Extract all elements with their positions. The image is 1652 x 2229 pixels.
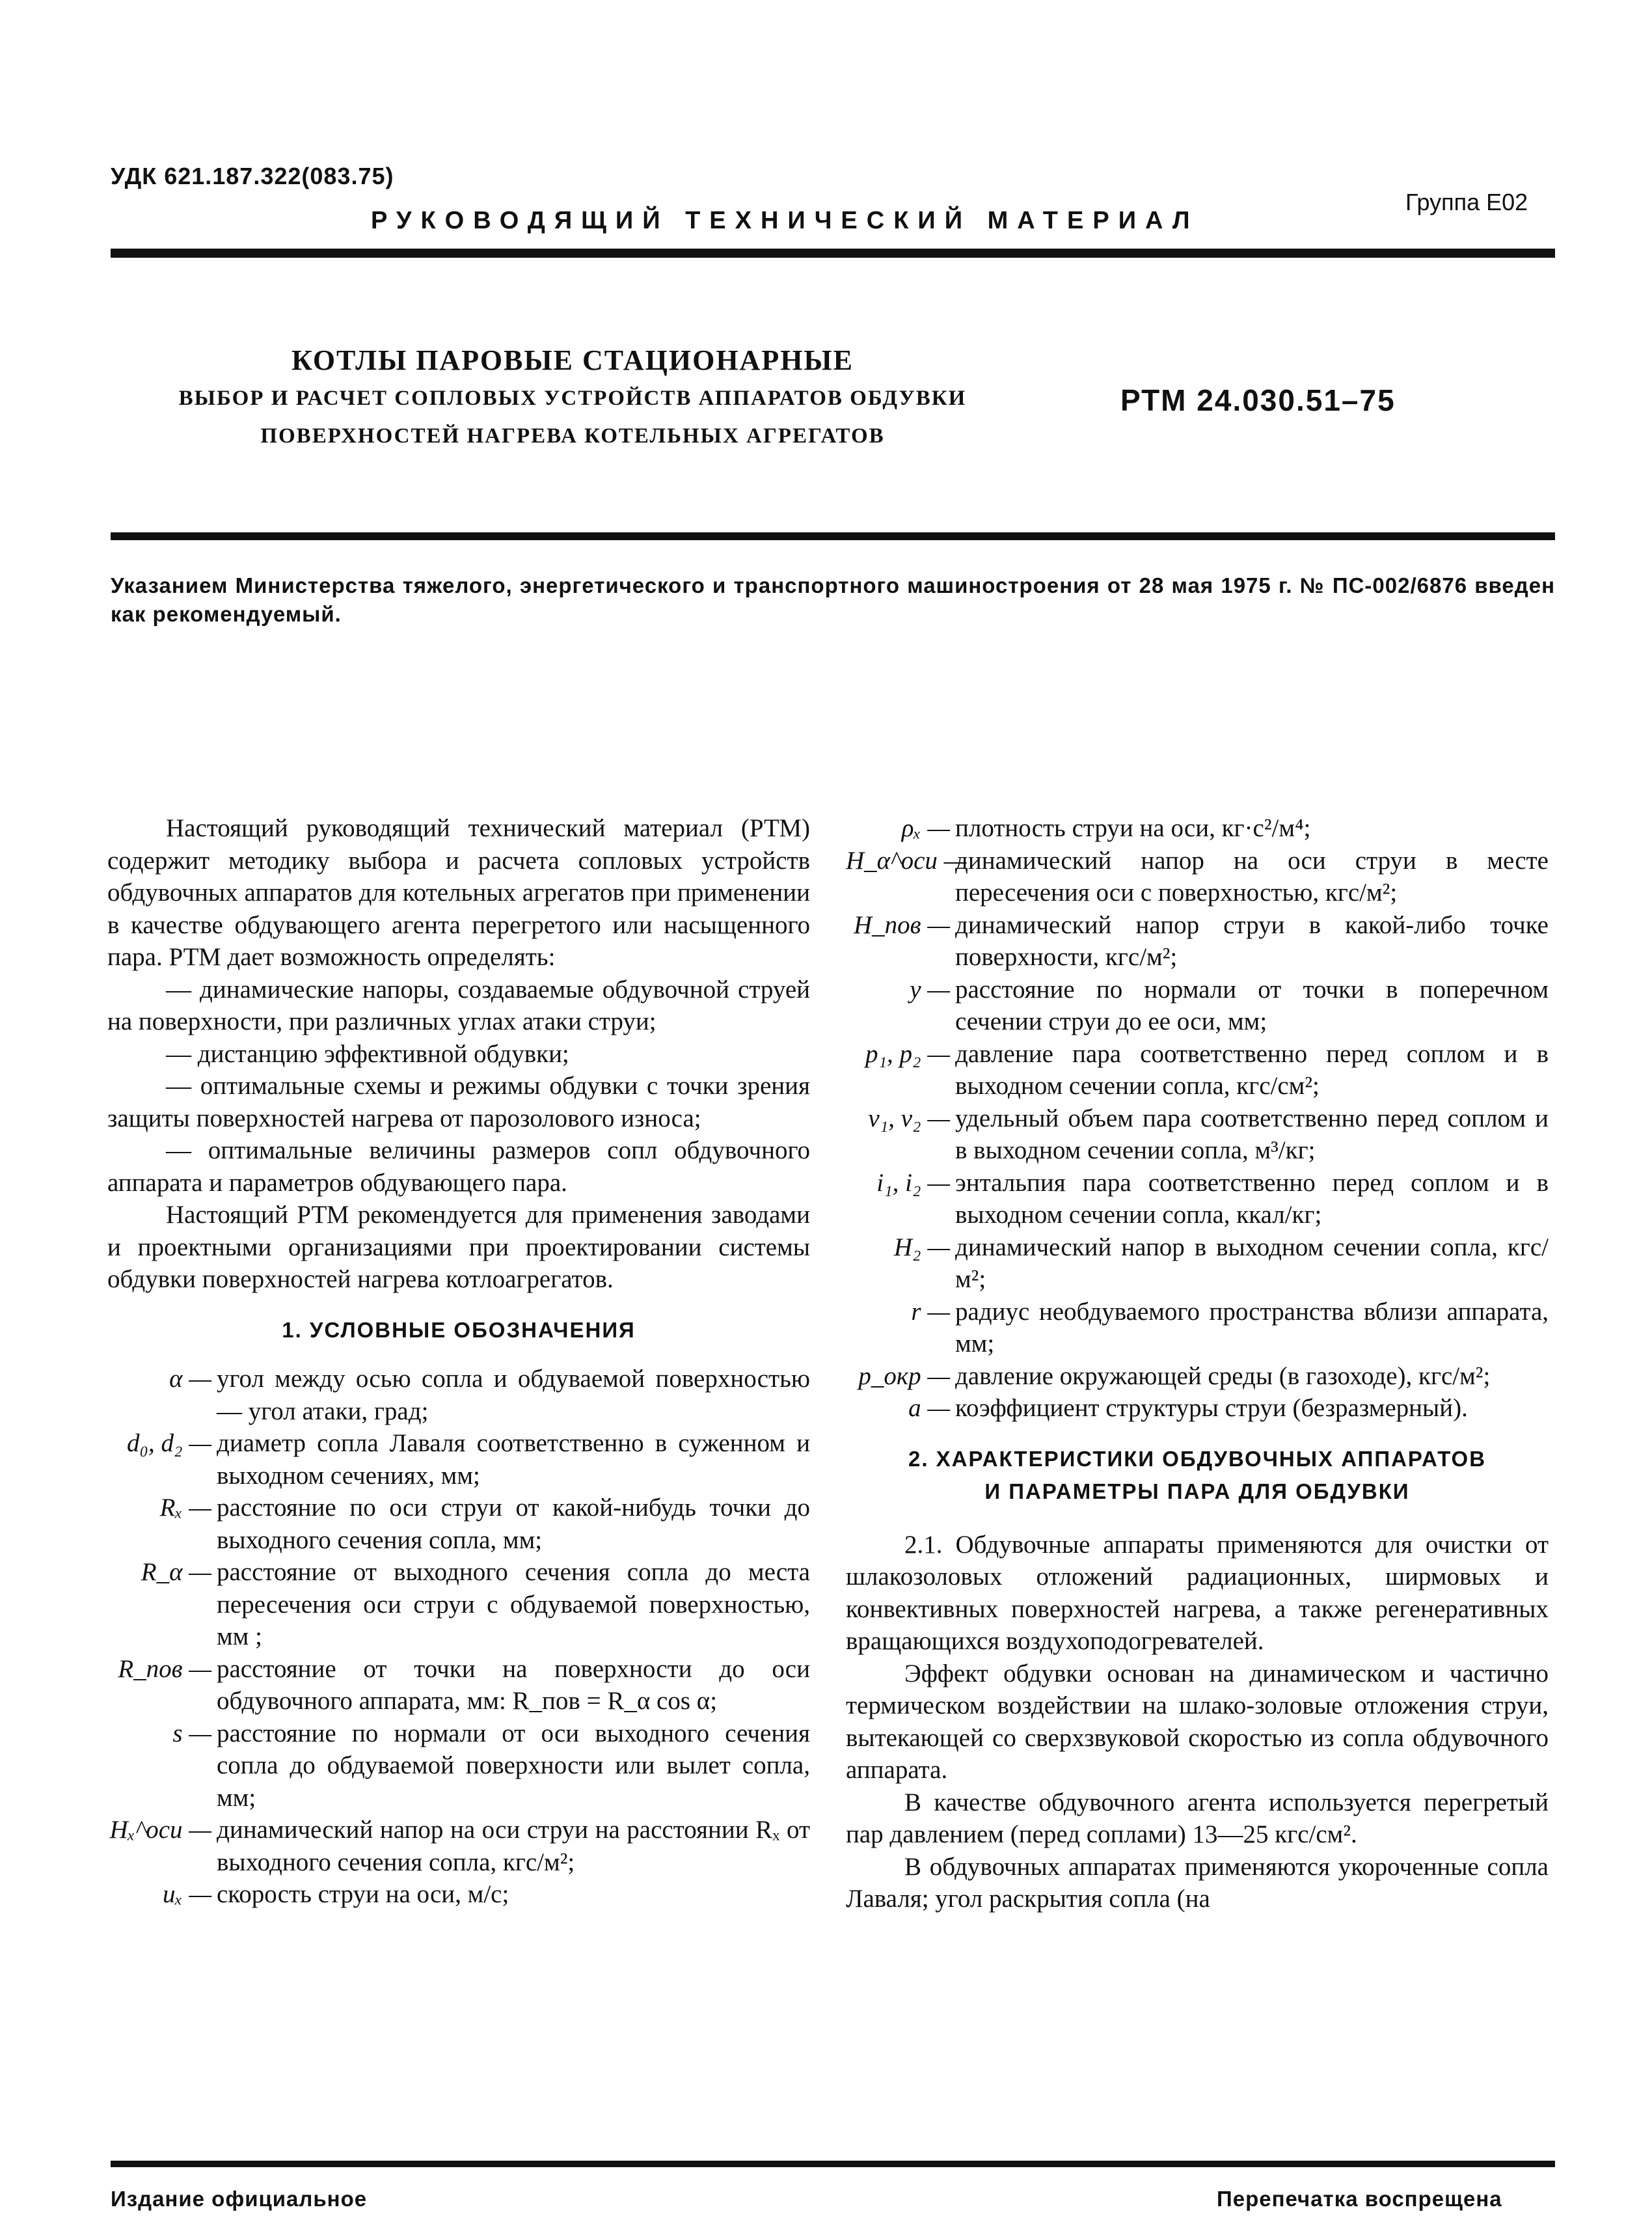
definition-text: скорость струи на оси, м/с; [217, 1880, 509, 1908]
title-line-1: КОТЛЫ ПАРОВЫЕ СТАЦИОНАРНЫЕ [291, 344, 854, 376]
definition-symbol: uₓ — [162, 1880, 211, 1908]
definition-text: радиус необдуваемого пространства вблизи аппарата, мм; [955, 1297, 1549, 1358]
definition-symbol: R_α — [141, 1558, 211, 1586]
title-line-2: ВЫБОР И РАСЧЕТ СОПЛОВЫХ УСТРОЙСТВ АППАРАТОВ ОБДУВКИ [178, 387, 967, 410]
definition-symbol: v₁, v₂ — [868, 1104, 950, 1132]
definition-symbol: y — [910, 975, 950, 1004]
definition-text: коэффициент структуры струи (безразмерный). [955, 1394, 1468, 1422]
definition-symbol: a — [908, 1394, 950, 1422]
definition-text: расстояние по оси струи от какой-нибудь точки до выходного сечения сопла, мм; [217, 1494, 810, 1554]
definition-text: диаметр сопла Лаваля соответственно в суженном и выходном сечениях, мм; [217, 1429, 810, 1490]
definition-text: угол между осью сопла и обдуваемой поверхностью — угол атаки, град; [217, 1365, 810, 1425]
definition-symbol: p₁, p₂ — [865, 1039, 950, 1068]
definition-text: давление окружающей среды (в газоходе), кгс/м²; [955, 1361, 1491, 1390]
udk-code: УДК 621.187.322(083.75) [111, 163, 394, 189]
group-code: Группа Е02 [1405, 189, 1528, 215]
definition-text: удельный объем пара соответственно перед соплом и в выходном сечении сопла, м³/кг; [955, 1104, 1549, 1164]
intro-bullet: — динамические напоры, создаваемые обдувочной струей на поверхности, при различных углах атаки струи; [107, 975, 810, 1035]
decree-note: Указанием Министерства тяжелого, энергетического и транспортного машиностроения от 28 мая 1975 г. № ПС-002/6876 введен как рекомендуемый. [111, 573, 1555, 626]
definitions-list [107, 1363, 810, 1911]
title-line-3: ПОВЕРХНОСТЕЙ НАГРЕВА КОТЕЛЬНЫХ АГРЕГАТОВ [260, 424, 885, 448]
definition-text: расстояние по нормали от оси выходного сечения сопла до обдуваемой поверхности или вылет сопла, мм; [217, 1719, 810, 1812]
definition-symbol: ρₓ — [901, 814, 950, 842]
definition-symbol: H_пов — [853, 910, 950, 939]
definition-text: динамический напор на оси струи в месте пересечения оси с поверхностью, кгс/м²; [955, 846, 1549, 907]
intro-bullet: — оптимальные величины размеров сопл обдувочного аппарата и параметров обдувающего пара. [107, 1136, 810, 1197]
definition-symbol: H₂ — [893, 1233, 950, 1261]
definition-symbol: α — [169, 1365, 211, 1393]
left-column [107, 812, 810, 1911]
definition-text: давление пара соответственно перед соплом и в выходном сечении сопла, кгс/см²; [955, 1039, 1549, 1100]
definition-text: динамический напор в выходном сечении сопла, кгс/м²; [955, 1233, 1549, 1293]
title-rule [111, 532, 1555, 540]
definition-text: плотность струи на оси, кг·с²/м⁴; [955, 814, 1311, 842]
section-2-heading-line-1: 2. ХАРАКТЕРИСТИКИ ОБДУВОЧНЫХ АППАРАТОВ [908, 1446, 1487, 1471]
definition-symbol: p_окр — [858, 1361, 950, 1390]
right-column [846, 812, 1549, 1915]
header-rule [111, 249, 1555, 258]
intro-bullet: — дистанцию эффективной обдувки; [166, 1039, 569, 1068]
definition-symbol: i₁, i₂ — [876, 1168, 950, 1197]
definition-text: расстояние по нормали от точки в поперечном сечении струи до ее оси, мм; [955, 975, 1549, 1035]
section-2-heading [846, 1443, 1549, 1508]
definition-text: динамический напор струи в какой-либо точке поверхности, кгс/м²; [955, 910, 1549, 971]
definition-symbol: H_α^оси — [846, 846, 967, 875]
footer-rule [111, 2161, 1555, 2167]
definition-symbol: Rₓ — [159, 1494, 211, 1522]
definition-symbol: R_пов — [118, 1654, 211, 1683]
footer-reprint-notice: Перепечатка воспрещена [1217, 2187, 1502, 2211]
definition-symbol: Hₓ^оси — [109, 1816, 211, 1844]
body-paragraph: 2.1. Обдувочные аппараты применяются для очистки от шлакозоловых отложений радиационных, ширмовых и конвективных поверхностей нагрева, а также регенеративных вращающихся воздухоподогревателей. [846, 1530, 1549, 1655]
intro-bullet: — оптимальные схемы и режимы обдувки с точки зрения защиты поверхностей нагрева от парозолового износа; [107, 1072, 810, 1132]
definition-text: расстояние от выходного сечения сопла до места пересечения оси струи с обдуваемой поверхностью, мм ; [217, 1558, 810, 1650]
intro-paragraph: Настоящий руководящий технический материал (РТМ) содержит методику выбора и расчета сопловых устройств обдувочных аппаратов для котельных агрегатов при применении в качестве обдувающего агента перегретого или насыщенного пара. РТМ дает возможность определять: [107, 814, 810, 971]
definition-text: динамический напор на оси струи на расстоянии Rₓ от выходного сечения сопла, кгс/м²; [217, 1816, 810, 1876]
definition-symbol: d₀, d₂ — [126, 1429, 211, 1457]
document-series: РУКОВОДЯЩИЙ ТЕХНИЧЕСКИЙ МАТЕРИАЛ [371, 207, 1199, 234]
footer-official-edition: Издание официальное [111, 2187, 368, 2211]
definition-text: энтальпия пара соответственно перед соплом и в выходном сечении сопла, ккал/кг; [955, 1168, 1549, 1229]
intro-paragraph: Настоящий РТМ рекомендуется для применения заводами и проектными организациями при проектировании системы обдувки поверхностей нагрева котлоагрегатов. [107, 1201, 810, 1293]
section-2-heading-line-2: И ПАРАМЕТРЫ ПАРА ДЛЯ ОБДУВКИ [984, 1479, 1410, 1503]
body-paragraph: В качестве обдувочного агента используется перегретый пар давлением (перед соплами) 13—25 кгс/см². [846, 1788, 1549, 1848]
document-title [111, 342, 1035, 455]
definitions-list-continued [846, 812, 1549, 1425]
definition-symbol: s — [172, 1719, 211, 1747]
body-paragraph: Эффект обдувки основан на динамическом и частично термическом воздействии на шлако-золовые отложения струи, вытекающей со сверхзвуковой скоростью из сопла обдувочного аппарата. [846, 1659, 1549, 1784]
definition-symbol: r — [911, 1297, 950, 1326]
rtm-code: РТМ 24.030.51–75 [1120, 383, 1396, 417]
section-1-heading: 1. УСЛОВНЫЕ ОБОЗНАЧЕНИЯ [282, 1317, 636, 1342]
definition-text: расстояние от точки на поверхности до оси обдувочного аппарата, мм: R_пов = R_α cos α; [217, 1654, 810, 1715]
body-paragraph: В обдувочных аппаратах применяются укороченные сопла Лаваля; угол раскрытия сопла (на [846, 1852, 1549, 1913]
